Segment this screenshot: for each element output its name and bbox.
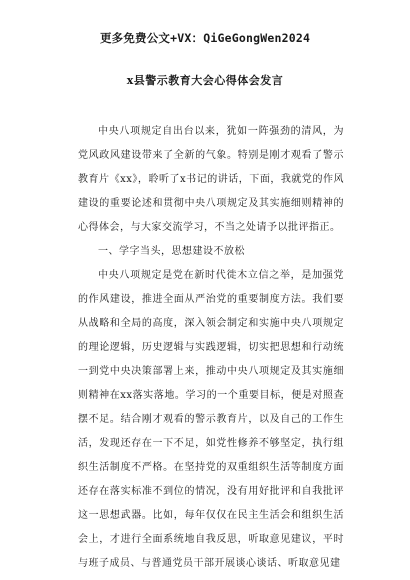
body-paragraph: 中央八项规定是党在新时代徙木立信之举，是加强党的作风建设，推进全面从严治党的重要制度方法。我们要从战略和全局的高度，深入领会制定和实施中央八项规定的理论逻辑，历史逻辑与实践逻辑，切实把思想和行动统一到党中央决策部署上来，推动中央八项规定及其实施细则精神在xx落实落地。学习的一个重要目标，便是对照查摆不足。结合刚才观看的警示教育片，以及自己的工作生活，发现还存在一下不足，如党性修养不够坚定，执行组织生活制度不严格。在坚持党的双重组织生活等制度方面还存在落实标准不到位的情况，没有用好批评和自我批评这一思想武器。比如，每年仅仅在民主生活会和组织生活会上，才进行全面系统地自我反思，听取意见建议，平时与班子成员、与普通党员干部开展谈心谈话、听取意见建 xyxy=(78,270,344,569)
intro-paragraph: 中央八项规定自出台以来，犹如一阵强劲的清风，为党风政风建设带来了全新的气象。特别是刚才观看了警示教育片《xx》，聆听了x书记的讲话，下面，我就党的作风建设的重要论述和贯彻中央八项规定及其实施细则精神的心得体会，与大家交流学习，不当之处请予以批评指正。 xyxy=(78,126,344,233)
document-body xyxy=(78,120,344,576)
document-title: x县警示教育大会心得体会发言 xyxy=(126,74,284,87)
promo-header: 更多免费公文+VX：QiGeGongWen2024 xyxy=(99,31,311,45)
section-heading: 一、学字当头，思想建设不放松 xyxy=(98,246,245,257)
